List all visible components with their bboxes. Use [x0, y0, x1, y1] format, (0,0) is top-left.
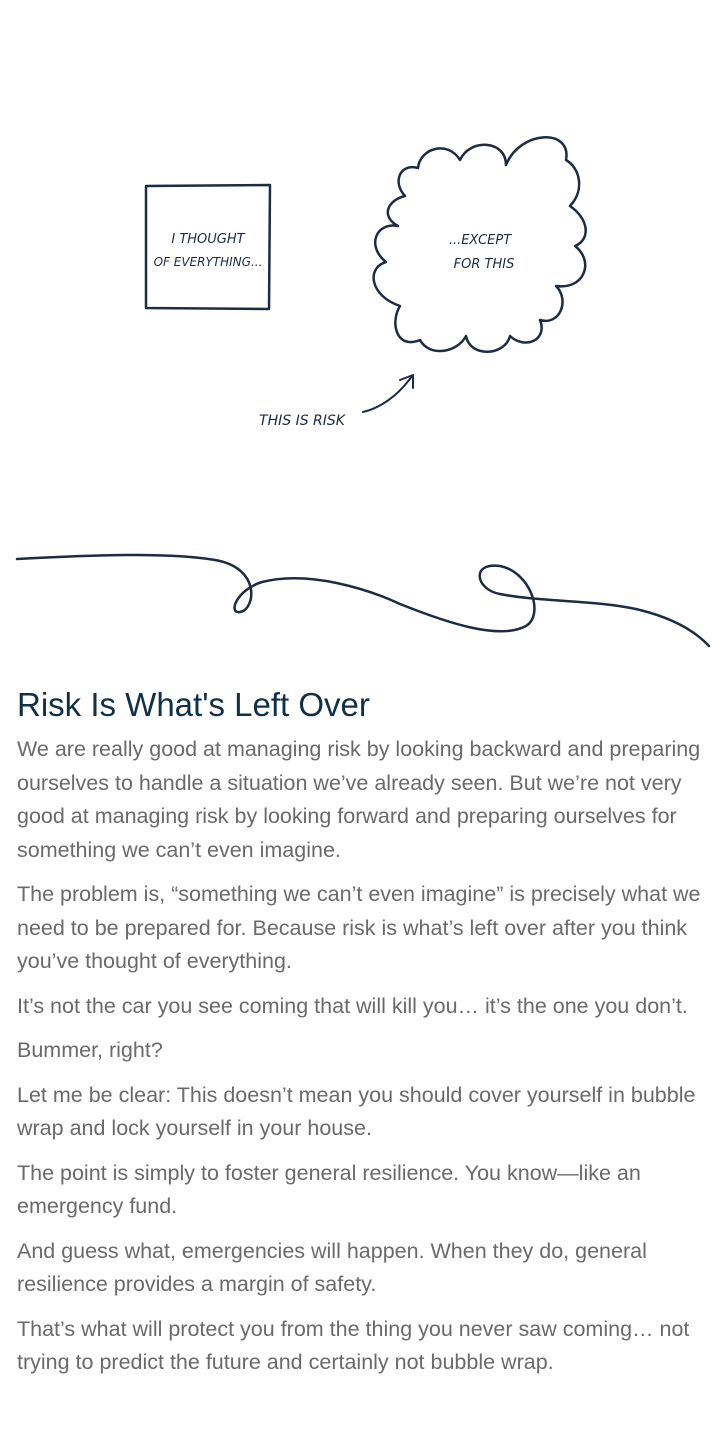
- article-paragraph: Let me be clear: This doesn’t mean you should cover yourself in bubble wrap and lock yourself in your house.: [17, 1082, 696, 1141]
- article-paragraph: The point is simply to foster general resilience. You know—like an emergency fund.: [17, 1160, 641, 1219]
- article-paragraph: Bummer, right?: [17, 1038, 163, 1063]
- article-paragraph: The problem is, “something we can’t even imagine” is precisely what we need to be prepared for. Because risk is what’s left over after you think you’ve thought of everything.: [17, 882, 701, 974]
- box-text-line1: I THOUGHT: [171, 232, 245, 247]
- sketch-arrow: [363, 376, 412, 412]
- cloud-text-line1: ...EXCEPT: [448, 233, 512, 248]
- squiggle-line: [17, 555, 709, 646]
- squiggle-divider: [0, 540, 727, 660]
- arrow-caption: THIS IS RISK: [259, 413, 345, 429]
- cloud-text-line2: FOR THIS: [453, 257, 515, 272]
- article-paragraph: It’s not the car you see coming that will kill you… it’s the one you don’t.: [17, 993, 688, 1018]
- article-paragraph: That’s what will protect you from the thing you never saw coming… not trying to predict the future and certainly not bubble wrap.: [17, 1316, 690, 1375]
- article-paragraph: We are really good at managing risk by looking backward and preparing ourselves to handle a situation we’ve already seen. But we’re not very good at managing risk by looking forward and preparing ourselves for something we can’t even imagine.: [17, 737, 701, 862]
- article-paragraph: And guess what, emergencies will happen. When they do, general resilience provides a margin of safety.: [17, 1238, 647, 1297]
- sketch-box: [146, 185, 270, 309]
- risk-sketch-illustration: [0, 0, 727, 480]
- article: [17, 684, 710, 1391]
- article-title: Risk Is What's Left Over: [17, 686, 370, 723]
- box-text-line2: OF EVERYTHING...: [153, 255, 263, 269]
